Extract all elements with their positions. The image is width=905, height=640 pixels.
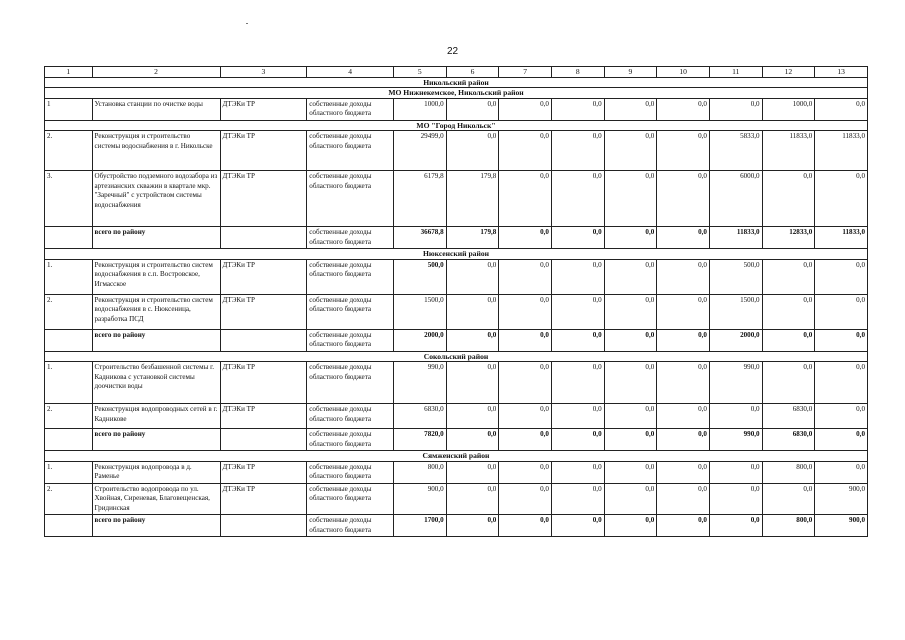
district-header-row <box>45 77 868 88</box>
row-number: 1. <box>45 461 93 483</box>
total-value-cell: 0,0 <box>551 227 604 249</box>
total-value-cell: 0,0 <box>446 429 499 451</box>
value-cell: 6179,8 <box>394 171 447 227</box>
total-value-cell: 0,0 <box>762 329 815 351</box>
value-cell: 29499,0 <box>394 131 447 171</box>
row-number <box>45 329 93 351</box>
total-value-cell: 0,0 <box>657 429 710 451</box>
funding-source: собственные доходы областного бюджета <box>307 515 394 537</box>
value-cell: 0,0 <box>499 461 552 483</box>
project-name: Обустройство подземного водозабора из артезианских скважин в квартале мкр. "Заречный" с устройством системы водоснабжения <box>92 171 220 227</box>
executor: ДТЭКи ТР <box>220 404 307 429</box>
row-number: 1. <box>45 259 93 294</box>
project-name: Строительство водопровода по ул. Хвойная, Сиреневая, Благовещенская, Гридинская <box>92 483 220 515</box>
value-cell: 0,0 <box>815 259 868 294</box>
executor: ДТЭКи ТР <box>220 483 307 515</box>
total-value-cell: 0,0 <box>551 329 604 351</box>
column-number: 4 <box>307 67 394 78</box>
district-title: Сямженский район <box>45 451 868 462</box>
total-label: всего по району <box>92 329 220 351</box>
value-cell: 990,0 <box>709 362 762 404</box>
value-cell: 0,0 <box>551 259 604 294</box>
executor: ДТЭКи ТР <box>220 461 307 483</box>
table-row <box>45 362 868 404</box>
value-cell: 0,0 <box>709 483 762 515</box>
value-cell: 0,0 <box>499 98 552 120</box>
table-row <box>45 259 868 294</box>
value-cell: 0,0 <box>499 294 552 329</box>
value-cell: 179,8 <box>446 171 499 227</box>
total-value-cell: 2000,0 <box>394 329 447 351</box>
total-value-cell: 0,0 <box>657 515 710 537</box>
value-cell: 0,0 <box>604 362 657 404</box>
value-cell: 0,0 <box>551 171 604 227</box>
table-row <box>45 404 868 429</box>
value-cell: 0,0 <box>604 294 657 329</box>
total-value-cell: 0,0 <box>709 515 762 537</box>
district-header-row <box>45 249 868 260</box>
total-value-cell: 1700,0 <box>394 515 447 537</box>
value-cell: 11833,0 <box>762 131 815 171</box>
value-cell: 990,0 <box>394 362 447 404</box>
funding-source: собственные доходы областного бюджета <box>307 227 394 249</box>
value-cell: 0,0 <box>446 259 499 294</box>
total-value-cell: 990,0 <box>709 429 762 451</box>
column-number: 9 <box>604 67 657 78</box>
value-cell: 0,0 <box>499 483 552 515</box>
value-cell: 0,0 <box>815 98 868 120</box>
total-value-cell: 6830,0 <box>762 429 815 451</box>
project-name: Реконструкция водопровода в д. Раменье <box>92 461 220 483</box>
column-number: 8 <box>551 67 604 78</box>
funding-source: собственные доходы областного бюджета <box>307 98 394 120</box>
value-cell: 0,0 <box>499 404 552 429</box>
total-label: всего по району <box>92 515 220 537</box>
value-cell: 0,0 <box>657 131 710 171</box>
value-cell: 0,0 <box>446 131 499 171</box>
total-value-cell: 0,0 <box>446 329 499 351</box>
total-value-cell: 0,0 <box>499 515 552 537</box>
column-number: 10 <box>657 67 710 78</box>
value-cell: 0,0 <box>762 294 815 329</box>
district-header-row <box>45 351 868 362</box>
project-name: Реконструкция и строительство систем водоснабжения в с.п. Востровское, Игмасское <box>92 259 220 294</box>
total-value-cell: 0,0 <box>657 227 710 249</box>
total-value-cell: 0,0 <box>551 429 604 451</box>
value-cell: 0,0 <box>446 404 499 429</box>
district-total-row <box>45 329 868 351</box>
total-value-cell: 800,0 <box>762 515 815 537</box>
row-number: 1. <box>45 362 93 404</box>
value-cell: 0,0 <box>709 404 762 429</box>
total-value-cell: 0,0 <box>657 329 710 351</box>
total-value-cell: 0,0 <box>604 329 657 351</box>
value-cell: 0,0 <box>604 131 657 171</box>
value-cell: 0,0 <box>815 404 868 429</box>
value-cell: 1000,0 <box>394 98 447 120</box>
executor: ДТЭКи ТР <box>220 131 307 171</box>
table-row <box>45 461 868 483</box>
district-header-row <box>45 451 868 462</box>
value-cell: 0,0 <box>551 131 604 171</box>
value-cell: 0,0 <box>815 461 868 483</box>
value-cell: 0,0 <box>657 98 710 120</box>
executor <box>220 227 307 249</box>
column-number: 7 <box>499 67 552 78</box>
funding-source: собственные доходы областного бюджета <box>307 483 394 515</box>
total-value-cell: 7820,0 <box>394 429 447 451</box>
value-cell: 0,0 <box>604 404 657 429</box>
row-number: 2. <box>45 483 93 515</box>
executor: ДТЭКи ТР <box>220 362 307 404</box>
value-cell: 0,0 <box>551 294 604 329</box>
value-cell: 0,0 <box>499 362 552 404</box>
value-cell: 0,0 <box>604 483 657 515</box>
value-cell: 0,0 <box>657 362 710 404</box>
column-number-row <box>45 67 868 78</box>
value-cell: 800,0 <box>762 461 815 483</box>
funding-source: собственные доходы областного бюджета <box>307 429 394 451</box>
column-number: 1 <box>45 67 93 78</box>
value-cell: 0,0 <box>762 362 815 404</box>
total-value-cell: 0,0 <box>499 329 552 351</box>
funding-source: собственные доходы областного бюджета <box>307 171 394 227</box>
executor <box>220 329 307 351</box>
page-number: 22 <box>446 46 459 57</box>
project-name: Реконструкция водопроводных сетей в г. Кадникове <box>92 404 220 429</box>
total-value-cell: 0,0 <box>604 429 657 451</box>
project-name: Реконструкция и строительство систем водоснабжения в с. Нюксеница, разработка ПСД <box>92 294 220 329</box>
value-cell: 0,0 <box>604 259 657 294</box>
value-cell: 0,0 <box>446 294 499 329</box>
total-value-cell: 0,0 <box>815 429 868 451</box>
value-cell: 0,0 <box>551 98 604 120</box>
row-number: 2. <box>45 131 93 171</box>
total-value-cell: 2000,0 <box>709 329 762 351</box>
value-cell: 0,0 <box>815 171 868 227</box>
row-number <box>45 429 93 451</box>
value-cell: 0,0 <box>815 362 868 404</box>
row-number: 1 <box>45 98 93 120</box>
funding-source: собственные доходы областного бюджета <box>307 329 394 351</box>
total-label: всего по району <box>92 227 220 249</box>
total-value-cell: 0,0 <box>499 429 552 451</box>
value-cell: 0,0 <box>657 483 710 515</box>
value-cell: 0,0 <box>551 483 604 515</box>
value-cell: 500,0 <box>394 259 447 294</box>
value-cell: 0,0 <box>446 362 499 404</box>
municipality-title: МО Нижнекемское, Никольский район <box>45 88 868 99</box>
funding-source: собственные доходы областного бюджета <box>307 362 394 404</box>
value-cell: 0,0 <box>762 483 815 515</box>
value-cell: 1500,0 <box>394 294 447 329</box>
value-cell: 0,0 <box>551 362 604 404</box>
project-name: Строительство безбашенной системы г. Кадникова с установкой системы доочистки воды <box>92 362 220 404</box>
executor: ДТЭКи ТР <box>220 98 307 120</box>
table-row <box>45 131 868 171</box>
funding-source: собственные доходы областного бюджета <box>307 131 394 171</box>
value-cell: 1500,0 <box>709 294 762 329</box>
total-value-cell: 0,0 <box>499 227 552 249</box>
total-value-cell: 11833,0 <box>709 227 762 249</box>
row-number: 2. <box>45 404 93 429</box>
value-cell: 0,0 <box>657 259 710 294</box>
executor <box>220 429 307 451</box>
value-cell: 0,0 <box>762 171 815 227</box>
municipality-header-row <box>45 88 868 99</box>
column-number: 5 <box>394 67 447 78</box>
value-cell: 0,0 <box>815 294 868 329</box>
column-number: 12 <box>762 67 815 78</box>
value-cell: 0,0 <box>551 404 604 429</box>
district-total-row <box>45 227 868 249</box>
total-label: всего по району <box>92 429 220 451</box>
column-number: 2 <box>92 67 220 78</box>
municipality-header-row <box>45 120 868 131</box>
value-cell: 0,0 <box>446 98 499 120</box>
value-cell: 0,0 <box>709 98 762 120</box>
value-cell: 0,0 <box>709 461 762 483</box>
value-cell: 800,0 <box>394 461 447 483</box>
funding-source: собственные доходы областного бюджета <box>307 461 394 483</box>
value-cell: 0,0 <box>604 171 657 227</box>
total-value-cell: 0,0 <box>604 515 657 537</box>
district-total-row <box>45 515 868 537</box>
value-cell: 500,0 <box>709 259 762 294</box>
value-cell: 5833,0 <box>709 131 762 171</box>
table-row <box>45 483 868 515</box>
value-cell: 900,0 <box>394 483 447 515</box>
funding-source: собственные доходы областного бюджета <box>307 294 394 329</box>
executor: ДТЭКи ТР <box>220 294 307 329</box>
funding-source: собственные доходы областного бюджета <box>307 259 394 294</box>
value-cell: 0,0 <box>499 259 552 294</box>
total-value-cell: 11833,0 <box>815 227 868 249</box>
column-number: 13 <box>815 67 868 78</box>
executor <box>220 515 307 537</box>
district-title: Сокольский район <box>45 351 868 362</box>
value-cell: 0,0 <box>499 171 552 227</box>
funding-source: собственные доходы областного бюджета <box>307 404 394 429</box>
value-cell: 6000,0 <box>709 171 762 227</box>
total-value-cell: 179,8 <box>446 227 499 249</box>
value-cell: 0,0 <box>604 461 657 483</box>
total-value-cell: 0,0 <box>551 515 604 537</box>
value-cell: 0,0 <box>657 171 710 227</box>
project-name: Реконструкция и строительство системы водоснабжения в г. Никольске <box>92 131 220 171</box>
total-value-cell: 36678,8 <box>394 227 447 249</box>
value-cell: 6830,0 <box>762 404 815 429</box>
executor: ДТЭКи ТР <box>220 259 307 294</box>
value-cell: 0,0 <box>762 259 815 294</box>
column-number: 6 <box>446 67 499 78</box>
column-number: 3 <box>220 67 307 78</box>
total-value-cell: 0,0 <box>815 329 868 351</box>
value-cell: 11833,0 <box>815 131 868 171</box>
row-number: 3. <box>45 171 93 227</box>
project-name: Установка станции по очистке воды <box>92 98 220 120</box>
value-cell: 0,0 <box>657 461 710 483</box>
row-number: 2. <box>45 294 93 329</box>
value-cell: 1000,0 <box>762 98 815 120</box>
value-cell: 0,0 <box>604 98 657 120</box>
district-title: Нюксенский район <box>45 249 868 260</box>
value-cell: 0,0 <box>657 294 710 329</box>
executor: ДТЭКи ТР <box>220 171 307 227</box>
total-value-cell: 0,0 <box>446 515 499 537</box>
table-row <box>45 171 868 227</box>
total-value-cell: 900,0 <box>815 515 868 537</box>
table-row <box>45 294 868 329</box>
row-number <box>45 515 93 537</box>
municipality-title: МО "Город Никольск" <box>45 120 868 131</box>
value-cell: 0,0 <box>657 404 710 429</box>
value-cell: 0,0 <box>499 131 552 171</box>
value-cell: 0,0 <box>446 483 499 515</box>
row-number <box>45 227 93 249</box>
total-value-cell: 12833,0 <box>762 227 815 249</box>
value-cell: 0,0 <box>446 461 499 483</box>
value-cell: 6830,0 <box>394 404 447 429</box>
district-total-row <box>45 429 868 451</box>
value-cell: 900,0 <box>815 483 868 515</box>
value-cell: 0,0 <box>551 461 604 483</box>
column-number: 11 <box>709 67 762 78</box>
scan-speck <box>246 23 248 24</box>
table-row <box>45 98 868 120</box>
budget-table <box>44 66 868 537</box>
district-title: Никольский район <box>45 77 868 88</box>
total-value-cell: 0,0 <box>604 227 657 249</box>
